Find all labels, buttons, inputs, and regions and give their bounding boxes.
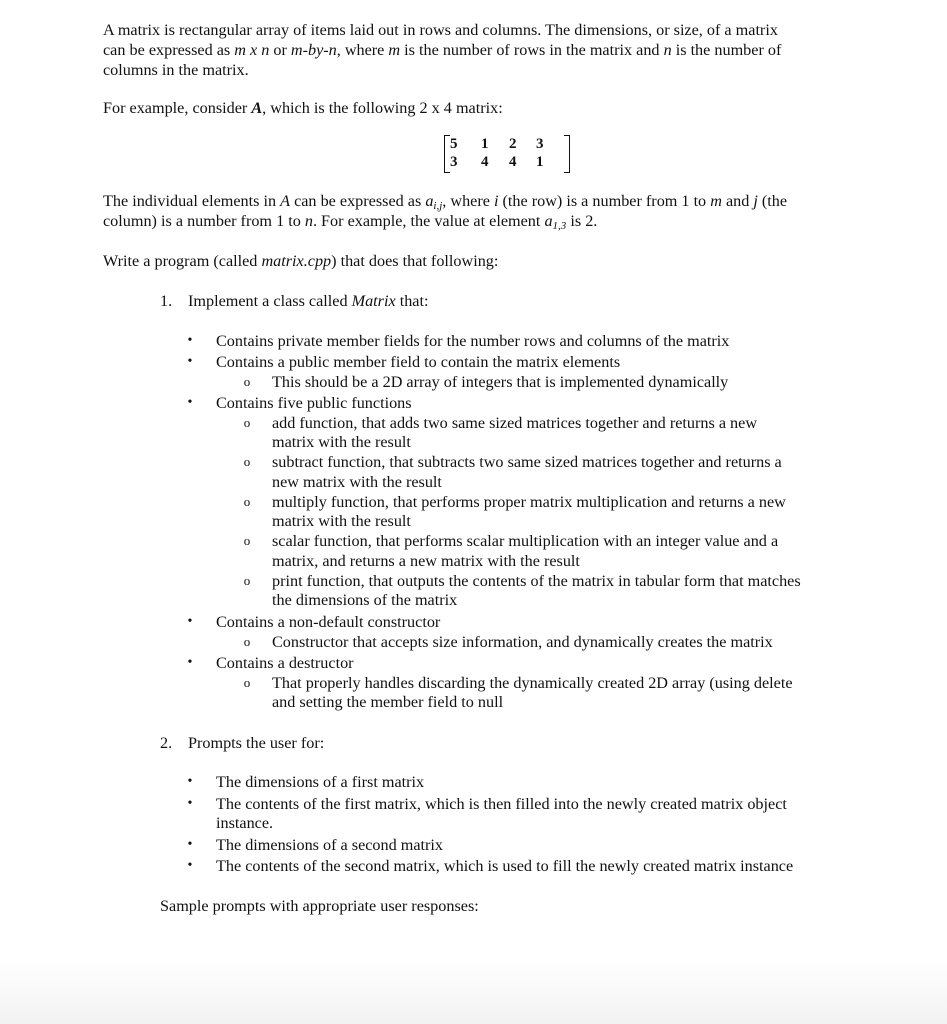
bullet-icon: •: [187, 774, 193, 789]
sub-list-item-continued: matrix, and returns a new matrix with the result: [272, 552, 580, 570]
example-line: [103, 98, 503, 118]
intro-text: can be expressed as: [103, 41, 235, 59]
sub-list-item-continued: matrix with the result: [272, 512, 411, 530]
elements-math: a: [425, 192, 434, 210]
list-item-continued: instance.: [216, 814, 274, 832]
task-line: [103, 251, 498, 271]
example-text: For example, consider: [103, 99, 252, 117]
intro-text: is the number of: [671, 41, 782, 59]
matrix-cell: 3: [536, 136, 544, 152]
sub-bullet-icon: o: [243, 573, 251, 588]
item-1-text: Implement a class called: [188, 292, 352, 310]
closing-line: Sample prompts with appropriate user responses:: [160, 897, 479, 915]
sub-list-item: print function, that outputs the contents of the matrix in tabular form that matches: [272, 572, 801, 590]
matrix-cell: 5: [450, 136, 458, 152]
elements-subscript: i,j: [433, 200, 443, 212]
sub-list-item: add function, that adds two same sized matrices together and returns a new: [272, 414, 758, 432]
list-item: The contents of the second matrix, which is used to fill the newly created matrix instance: [216, 857, 794, 875]
intro-line-3: [103, 60, 249, 80]
matrix-cell: 1: [481, 136, 489, 152]
intro-math: m-by-n: [290, 41, 337, 59]
sub-list-item: multiply function, that performs proper matrix multiplication and returns a new: [272, 493, 786, 511]
bullet-icon: •: [187, 333, 193, 348]
list-item: The dimensions of a first matrix: [216, 773, 425, 791]
list-item: Contains a destructor: [216, 654, 354, 672]
elements-text: The individual elements in: [103, 192, 281, 210]
matrix-cell: 2: [509, 136, 517, 152]
sub-bullet-icon: o: [243, 454, 251, 469]
sub-list-item: subtract function, that subtracts two same sized matrices together and returns a: [272, 453, 782, 471]
page-bottom-fade: [0, 960, 947, 1024]
example-matrix: [444, 135, 572, 175]
list-item: The contents of the first matrix, which is then filled into the newly created matrix object: [216, 795, 787, 813]
elements-text: is 2.: [566, 212, 598, 230]
elements-text: (the row) is a number from 1 to: [498, 192, 711, 210]
item-2-heading: Prompts the user for:: [188, 734, 325, 752]
sub-list-item: scalar function, that performs scalar multiplication with an integer value and a: [272, 532, 779, 550]
program-filename: matrix.cpp: [261, 252, 332, 270]
sub-bullet-icon: o: [243, 634, 251, 649]
sub-list-item-continued: matrix with the result: [272, 433, 411, 451]
sub-list-item: Constructor that accepts size information, and dynamically creates the matrix: [272, 633, 773, 651]
bullet-icon: •: [187, 858, 193, 873]
elements-math: m: [710, 192, 722, 210]
bullet-icon: •: [187, 354, 193, 369]
item-1-number: 1.: [160, 292, 173, 310]
sub-bullet-icon: o: [243, 415, 251, 430]
sub-bullet-icon: o: [243, 374, 251, 389]
task-text: Write a program (called: [103, 252, 262, 270]
matrix-cell: 4: [509, 154, 517, 170]
sub-list-item-continued: new matrix with the result: [272, 473, 442, 491]
elements-text: can be expressed as: [290, 192, 426, 210]
item-1-text: that:: [395, 292, 429, 310]
sub-list-item-continued: the dimensions of the matrix: [272, 591, 458, 609]
matrix-cell: 4: [481, 154, 489, 170]
sub-bullet-icon: o: [243, 675, 251, 690]
bullet-icon: •: [187, 796, 193, 811]
elements-text: , where: [442, 192, 494, 210]
list-item: Contains a public member field to contain the matrix elements: [216, 353, 621, 371]
elements-math: i: [493, 192, 499, 210]
item-2-number: 2.: [160, 734, 173, 752]
list-item: Contains a non-default constructor: [216, 613, 441, 631]
intro-text: , where: [336, 41, 389, 59]
intro-math: m x n: [234, 41, 270, 59]
intro-math: n: [663, 41, 672, 59]
elements-text: (the: [757, 192, 788, 210]
matrix-cell: 1: [536, 154, 544, 170]
intro-text: columns in the matrix.: [103, 61, 249, 79]
elements-text: . For example, the value at element: [312, 212, 545, 230]
sub-list-item-continued: and setting the member field to null: [272, 693, 504, 711]
bullet-icon: •: [187, 614, 193, 629]
sub-list-item: That properly handles discarding the dynamically created 2D array (using delete: [272, 674, 793, 692]
sub-bullet-icon: o: [243, 494, 251, 509]
matrix-variable: A: [251, 99, 263, 117]
bullet-icon: •: [187, 837, 193, 852]
elements-math: j: [753, 192, 758, 210]
intro-line-1: [103, 20, 778, 40]
intro-text: is the number of rows in the matrix and: [400, 41, 664, 59]
intro-text: A matrix is rectangular array of items laid out in rows and columns. The dimensions, or size, of a matrix: [103, 21, 778, 39]
intro-text: or: [269, 41, 291, 59]
elements-line-2: [103, 211, 597, 236]
list-item: Contains private member fields for the number rows and columns of the matrix: [216, 332, 730, 350]
elements-math: n: [304, 212, 313, 230]
elements-math: A: [280, 192, 291, 210]
class-name: Matrix: [351, 292, 396, 310]
example-text: , which is the following 2 x 4 matrix:: [262, 99, 503, 117]
elements-text: and: [721, 192, 754, 210]
sub-list-item: This should be a 2D array of integers that is implemented dynamically: [272, 373, 729, 391]
bullet-icon: •: [187, 655, 193, 670]
bullet-icon: •: [187, 395, 193, 410]
matrix-right-bracket: [564, 135, 570, 173]
task-text: ) that does that following:: [331, 252, 499, 270]
matrix-cell: 3: [450, 154, 458, 170]
sub-bullet-icon: o: [243, 533, 251, 548]
list-item: The dimensions of a second matrix: [216, 836, 444, 854]
elements-subscript: 1,3: [552, 220, 567, 232]
elements-math: a: [544, 212, 553, 230]
intro-math: m: [388, 41, 401, 59]
intro-line-2: [103, 40, 781, 60]
elements-text: column) is a number from 1 to: [103, 212, 305, 230]
item-1-heading: [188, 291, 429, 311]
list-item: Contains five public functions: [216, 394, 412, 412]
